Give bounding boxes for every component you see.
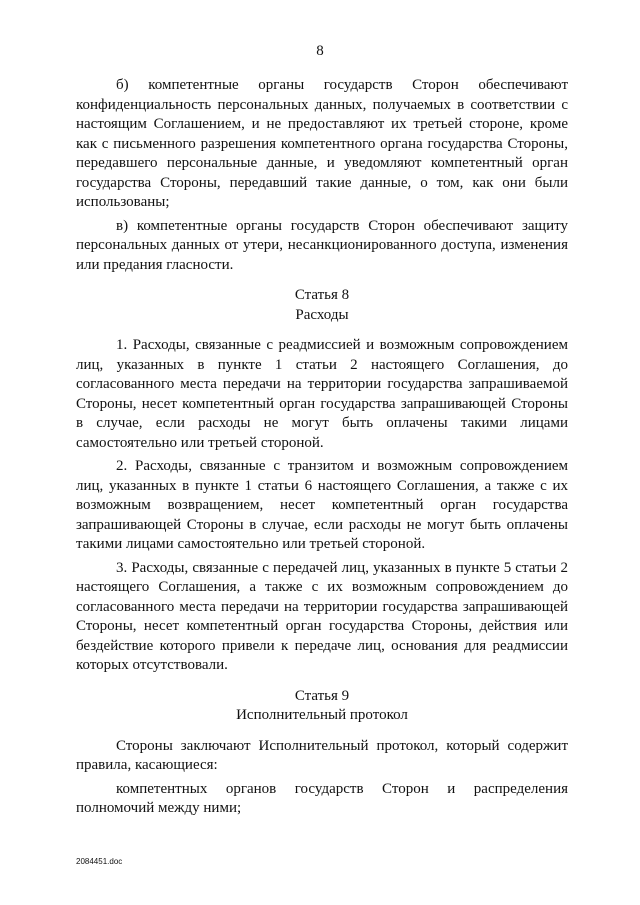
article-8-number: Статья 8	[294, 287, 350, 303]
footer-filename: 2084451.doc	[76, 857, 123, 866]
article-8-paragraph-1: 1. Расходы, связанные с реадмиссией и возможным сопровождением лиц, указанных в пункте 1 статьи 2 настоящего Соглашения, до согласованного места передачи на территории государства запрашиваемой Стороны, несет компетентный орган государства запрашивающей Стороны в случае, если расходы не могут быть оплачены такими лицами самостоятельно или третьей стороной.	[76, 337, 568, 451]
article-8-paragraph-2: 2. Расходы, связанные с транзитом и возможным сопровождением лиц, указанных в пункте 1 статьи 6 настоящего Соглашения, а также с их возможным возвращением, несет компетентный орган государства запрашивающей Стороны в случае, если расходы не могут быть оплачены такими лицами самостоятельно или третьей стороной.	[76, 458, 568, 552]
article-9-paragraph-2: компетентных органов государств Сторон и распределения полномочий между ними;	[76, 780, 568, 816]
article-8-title: Расходы	[295, 306, 349, 323]
article-9-title: Исполнительный протокол	[236, 707, 408, 723]
article-9-number: Статья 9	[294, 687, 350, 704]
article-9-paragraph-1: Стороны заключают Исполнительный протокол, который содержит правила, касающиеся:	[76, 737, 568, 773]
document-body	[76, 76, 568, 823]
page-number: 8	[316, 43, 324, 59]
article-8-paragraph-3: 3. Расходы, связанные с передачей лиц, указанных в пункте 5 статьи 2 настоящего Соглашения, а также с их возможным сопровождением до согласованного места передачи на территории государства запрашивающей Стороны, несет компетентный орган государства Стороны, действия или бездействие которого привели к передаче лиц, основания для реадмиссии которых отсутствовали.	[76, 559, 568, 673]
paragraph-v: в) компетентные органы государств Сторон обеспечивают защиту персональных данных от утери, несанкционированного доступа, изменения или предания гласности.	[76, 217, 568, 273]
paragraph-b: б) компетентные органы государств Сторон обеспечивают конфиденциальность персональных данных, получаемых в соответствии с настоящим Соглашением, и не предоставляют их третьей стороне, кроме как с письменного разрешения компетентного органа государства Стороны, передавшего персональные данные, и уведомляют компетентный орган государства Стороны, передавший такие данные, о том, как они были использованы;	[76, 77, 568, 210]
